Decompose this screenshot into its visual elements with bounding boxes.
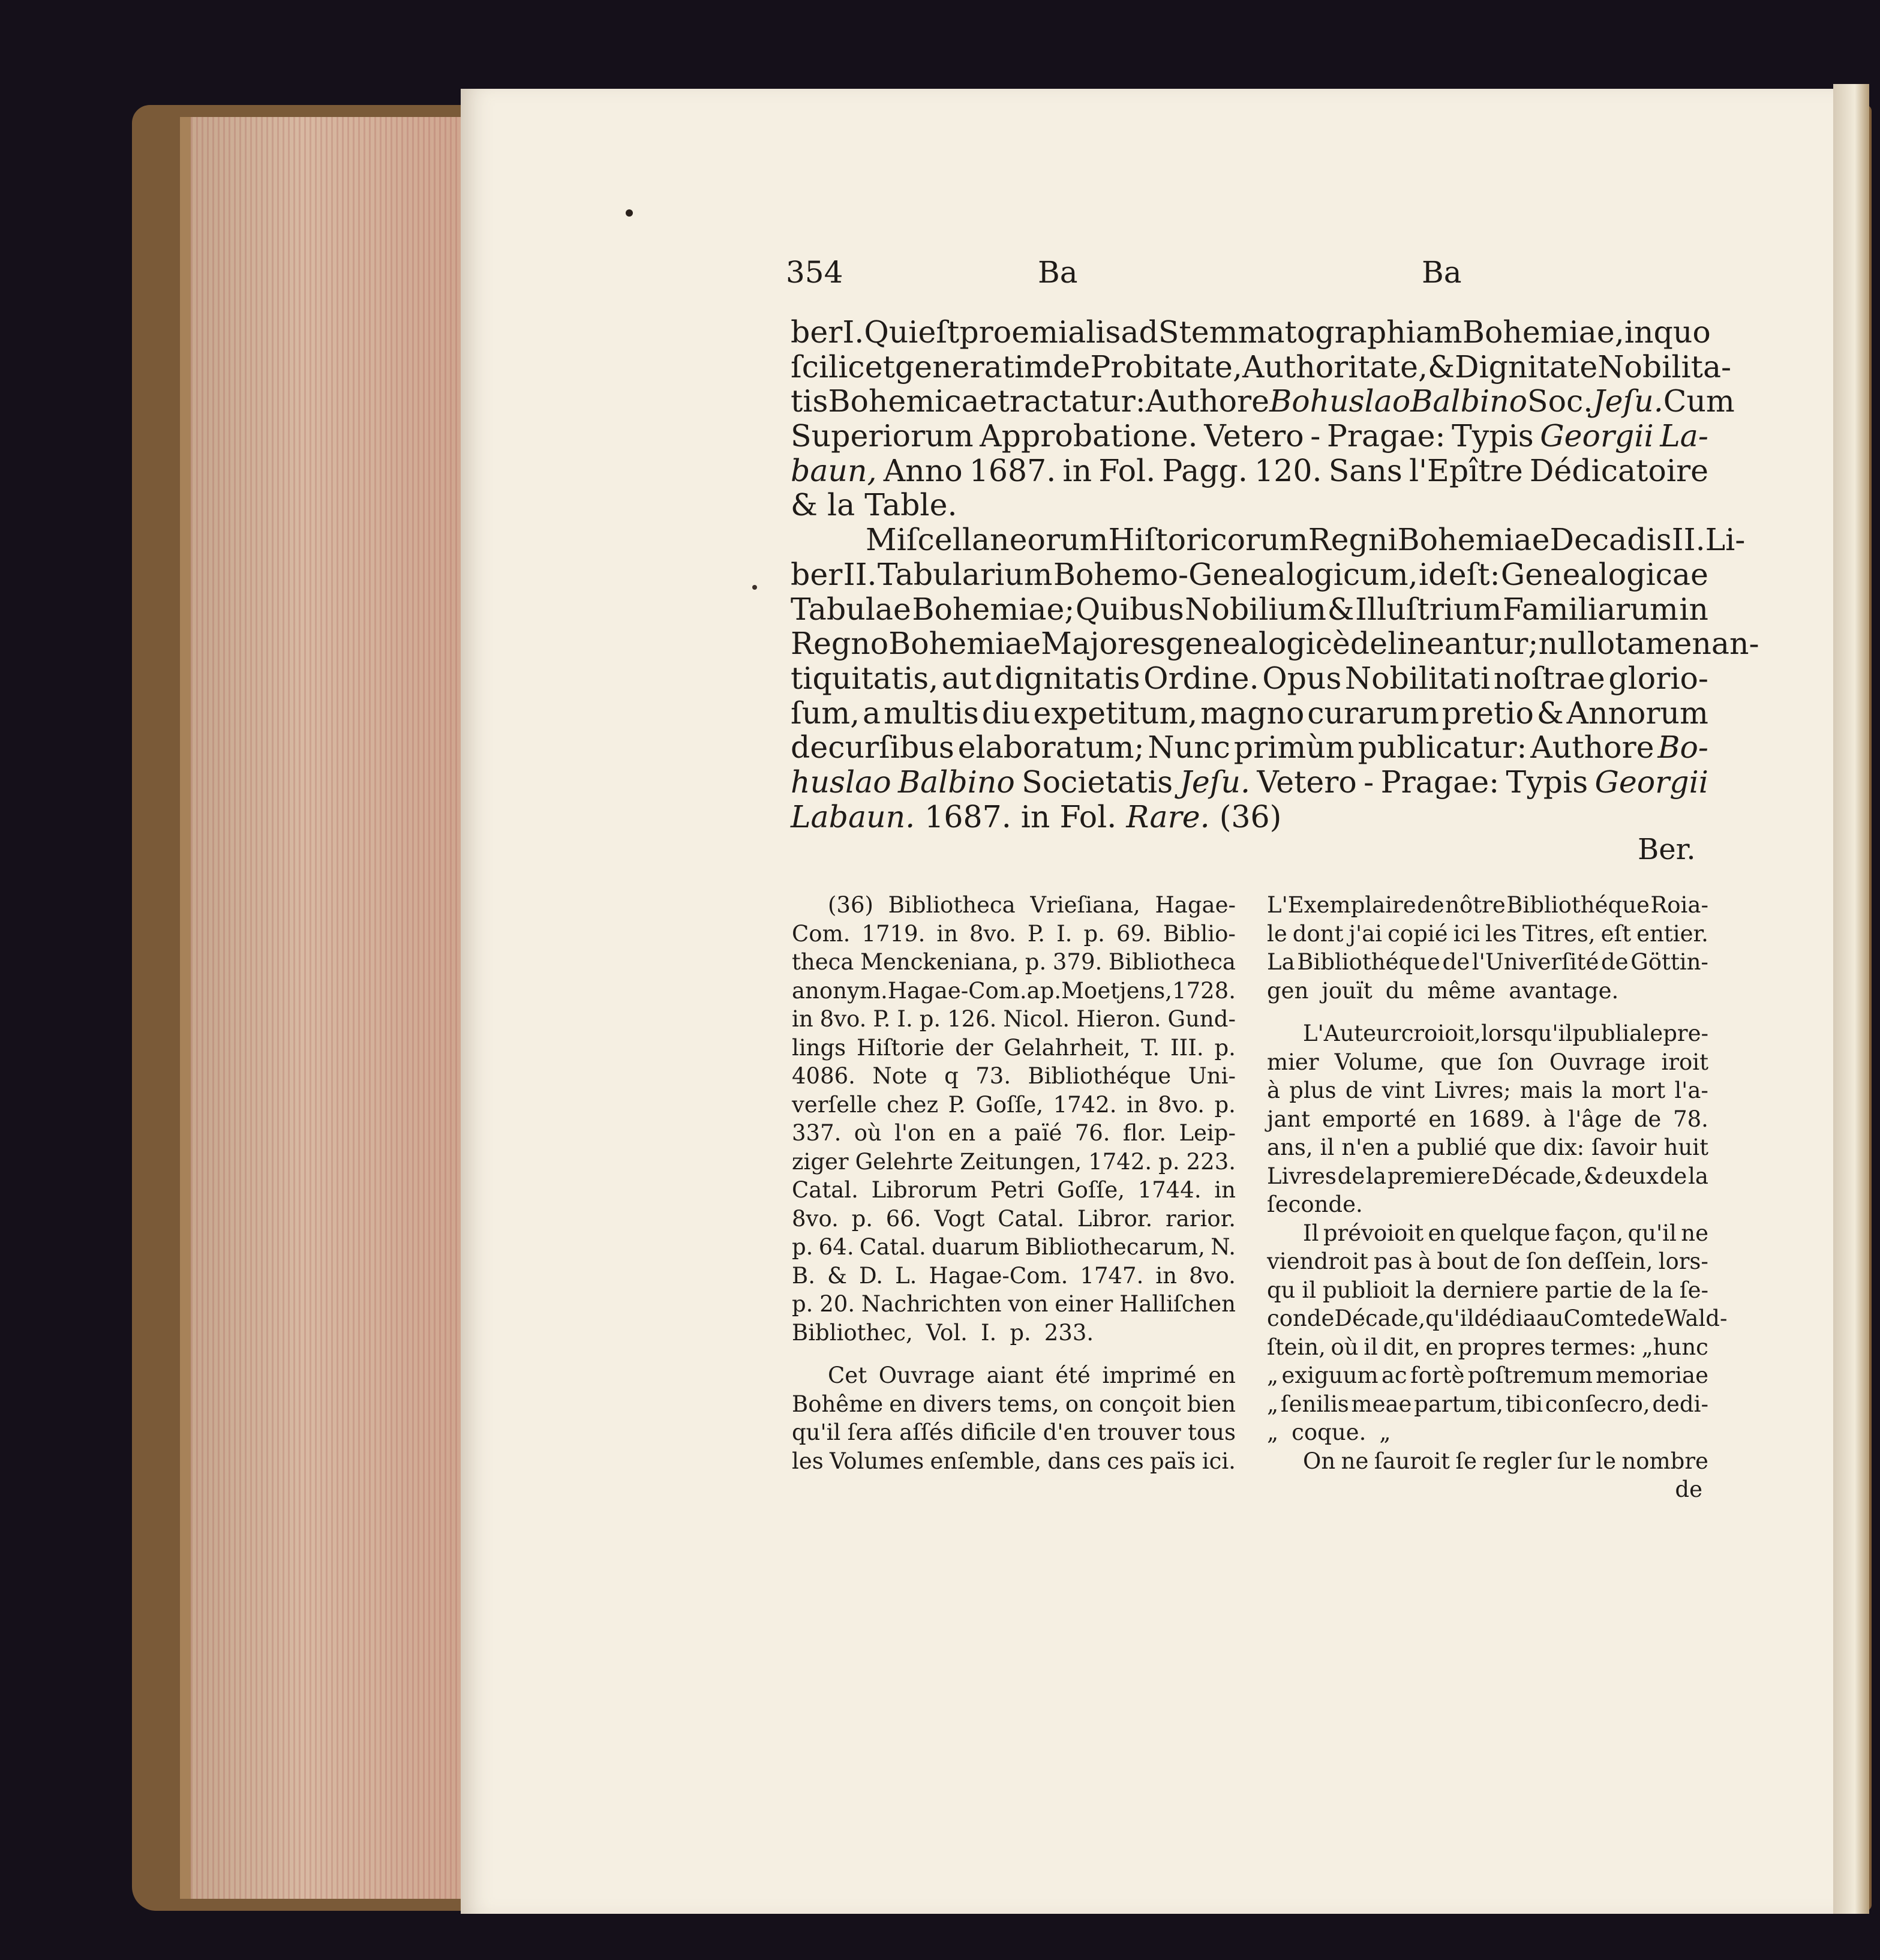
word: an-: [1711, 626, 1759, 662]
word: id: [1418, 556, 1448, 592]
word: ber: [791, 314, 843, 350]
word: Decadis: [1549, 522, 1672, 558]
word: Typis: [1452, 418, 1534, 454]
page-number: 354: [786, 255, 843, 290]
footnote-line: jant emporté en 1689. à l'âge de 78.: [1267, 1106, 1708, 1132]
word: magno: [1200, 695, 1305, 731]
word: Table.: [864, 487, 957, 523]
text-line: [791, 765, 1708, 800]
main-text-block: [791, 314, 1759, 835]
footnote-line: theca Menckeniana, p. 379. Bibliotheca: [792, 949, 1236, 975]
word: Vetero: [1257, 764, 1357, 800]
footnote-line: „ coque. „: [1267, 1419, 1391, 1445]
word: Opus: [1262, 660, 1342, 696]
word: decurſibus: [791, 730, 954, 766]
text-line: [791, 522, 1746, 558]
word: in: [1020, 799, 1050, 835]
word: Sans: [1328, 452, 1403, 488]
word: Fol.: [1098, 452, 1156, 488]
footnote-line: gen jouït du même avantage.: [1267, 977, 1619, 1004]
word: Anno: [883, 452, 963, 488]
word: Authore: [1145, 383, 1270, 419]
word: ad: [1121, 314, 1158, 350]
word: in: [1062, 452, 1092, 488]
footnote-line: L'Exemplaire de nôtre Bibliothéque Roia-: [1267, 892, 1708, 918]
word: nullo: [1538, 626, 1615, 662]
footnote-line: 337. où l'on en a païé 76. flor. Leip-: [792, 1120, 1236, 1146]
word: 1687.: [924, 799, 1011, 835]
word: &: [1327, 591, 1355, 627]
word: Regno: [791, 626, 889, 662]
word: la: [827, 487, 855, 523]
word: Bohemiae: [888, 626, 1041, 662]
footnote-line: On ne ſauroit ſe regler ſur le nombre: [1303, 1448, 1708, 1474]
footnote-column-right: [1267, 891, 1728, 1504]
word: Annorum: [1566, 695, 1708, 731]
word: tiquitatis,: [791, 660, 939, 696]
word: tis: [791, 383, 828, 419]
word: Nobilium: [1185, 591, 1327, 627]
footnote-line: ans, il n'en a publié que dix: ſavoir huit: [1267, 1134, 1708, 1160]
footnote-line: Livres de la premiere Décade, & deux de la: [1267, 1163, 1708, 1189]
word: Genealogicae: [1500, 556, 1708, 592]
word: Dédicatoire: [1529, 452, 1708, 488]
running-head-left: Ba: [1038, 255, 1078, 290]
footnote-line: B. & D. L. Hagae-Com. 1747. in 8vo.: [792, 1262, 1236, 1289]
footnote-line: Catal. Librorum Petri Goſſe, 1744. in: [792, 1177, 1236, 1203]
word: Soc.: [1527, 383, 1593, 419]
word: Societatis: [1022, 764, 1173, 800]
word: Tabularium: [877, 556, 1053, 592]
word: Miſcellaneorum: [866, 522, 1109, 558]
footnote-line: lings Hiſtorie der Gelahrheit, T. III. p.: [792, 1034, 1236, 1061]
word: La-: [1660, 418, 1708, 454]
word: Pagg.: [1162, 452, 1248, 488]
footnote-line: qu'il ſera aſſés dificile d'en trouver tous: [792, 1419, 1236, 1445]
text-line: [791, 592, 1708, 627]
footnote-line: mier Volume, que ſon Ouvrage iroit: [1267, 1049, 1708, 1075]
word: Georgii: [1540, 418, 1654, 454]
word: Jeſu.: [1179, 764, 1250, 800]
word: dignitatis: [995, 660, 1140, 696]
facing-page-edge: [1833, 84, 1869, 1914]
footnote-line: p. 20. Nachrichten von einer Halliſchen: [792, 1291, 1236, 1317]
word: Bohuslao: [1269, 383, 1411, 419]
word: Probitate,: [1090, 349, 1242, 385]
running-header: [786, 255, 1476, 297]
word: Regni: [1308, 522, 1398, 558]
word: primùm: [1233, 730, 1355, 766]
word: genealogicè: [1165, 626, 1350, 662]
word: ſcilicet: [791, 349, 895, 385]
word: Pragae:: [1326, 418, 1446, 454]
footnote-line: ziger Gelehrte Zeitungen, 1742. p. 223.: [792, 1148, 1236, 1175]
running-head-right: Ba: [1422, 255, 1462, 290]
text-line: [791, 383, 1735, 419]
word: Labaun.: [791, 799, 915, 835]
footnote-line: conde Décade, qu'il dédia au Comte de Wald-: [1267, 1305, 1728, 1331]
word: Fol.: [1059, 799, 1117, 835]
word: Balbino: [898, 764, 1015, 800]
word: (36): [1219, 799, 1282, 835]
text-line: [791, 454, 1708, 488]
word: publicatur:: [1358, 730, 1527, 766]
word: elaboratum;: [957, 730, 1145, 766]
word: Authoritate,: [1242, 349, 1428, 385]
ink-spot: [752, 585, 757, 590]
word: delineantur;: [1350, 626, 1539, 662]
word: de: [1053, 349, 1091, 385]
word: diu: [981, 695, 1031, 731]
word: Bohemo-Genealogicum,: [1053, 556, 1418, 592]
word: Nunc: [1148, 730, 1230, 766]
text-line: [791, 696, 1708, 731]
word: glorio-: [1608, 660, 1708, 696]
word: -: [1310, 418, 1321, 454]
word: l'Epître: [1409, 452, 1523, 488]
footnote-line: La Bibliothéque de l'Univerſité de Göttin-: [1267, 949, 1708, 975]
word: in: [1679, 591, 1708, 627]
footnote-line: les Volumes enſemble, dans ces païs ici.: [792, 1448, 1236, 1474]
footnote-line: L'Auteur croioit, lorsqu'il publia le pre-: [1303, 1020, 1708, 1046]
text-line: [791, 314, 1711, 350]
word: a: [862, 695, 881, 731]
text-line: [791, 557, 1708, 592]
footnote-line: le dont j'ai copié ici les Titres, eſt entier.: [1267, 920, 1708, 947]
word: Bo-: [1657, 730, 1708, 766]
word: Hiſtoricorum: [1108, 522, 1308, 558]
word: expetitum,: [1033, 695, 1198, 731]
word: generatim: [894, 349, 1053, 385]
word: Pragae:: [1380, 764, 1500, 800]
text-line: [791, 488, 1708, 523]
word: curarum: [1307, 695, 1439, 731]
footnote-line: Il prévoioit en quelque façon, qu'il ne: [1303, 1220, 1708, 1246]
page-edges: [180, 117, 473, 1899]
word: Bohemiae;: [912, 591, 1075, 627]
footnote-line: ſtein, où il dit, en propres termes: „hunc: [1267, 1334, 1708, 1360]
footnote-line: „ ſenilis meae partum, tibi conſecro, dedi-: [1267, 1391, 1708, 1417]
word: II.: [1671, 522, 1705, 558]
word: &: [1536, 695, 1564, 731]
word: Approbatione.: [980, 418, 1198, 454]
word: Bohemiae,: [1462, 314, 1624, 350]
footnote-line: Bohême en divers tems, on conçoit bien: [792, 1391, 1236, 1417]
word: baun,: [791, 452, 877, 488]
word: Nobilitati: [1344, 660, 1491, 696]
footnote-line: verſelle chez P. Goſſe, 1742. in 8vo. p.: [792, 1091, 1236, 1118]
text-line: [791, 800, 1708, 835]
word: in: [1624, 314, 1654, 350]
footnote-line: 4086. Note q 73. Bibliothéque Uni-: [792, 1063, 1236, 1089]
catchword: Ber.: [1638, 833, 1696, 866]
text-line: [791, 349, 1732, 385]
word: Authore: [1530, 730, 1654, 766]
word: Stemmatographiam: [1158, 314, 1462, 350]
word: Quibus: [1075, 591, 1184, 627]
word: I.: [842, 314, 864, 350]
word: &: [1428, 349, 1455, 385]
footnote-line: de: [1675, 1476, 1702, 1502]
footnote-line: qu il publioit la derniere partie de la ſe-: [1267, 1277, 1708, 1303]
footnote-line: Bibliothec, Vol. I. p. 233.: [792, 1319, 1094, 1346]
word: Majores: [1041, 626, 1166, 662]
word: ber: [791, 556, 843, 592]
word: Georgii: [1594, 764, 1708, 800]
word: -: [1364, 764, 1374, 800]
word: &: [791, 487, 818, 523]
footnote-line: 8vo. p. 66. Vogt Catal. Libror. rarior.: [792, 1205, 1236, 1232]
word: Ordine.: [1143, 660, 1259, 696]
word: eſt: [918, 314, 960, 350]
word: Bohemiae: [1397, 522, 1550, 558]
word: Familiarum: [1503, 591, 1678, 627]
footnote-line: ſeconde.: [1267, 1191, 1363, 1217]
footnote-line: viendroit pas à bout de ſon deſſein, lors-: [1267, 1248, 1708, 1274]
word: quo: [1653, 314, 1711, 350]
word: noſtrae: [1493, 660, 1605, 696]
footnote-line: anonym. Hagae-Com. ap. Moetjens, 1728.: [792, 977, 1236, 1004]
word: tamen: [1615, 626, 1711, 662]
text-line: [791, 730, 1708, 765]
word: huslao: [791, 764, 891, 800]
word: Tabulae: [791, 591, 911, 627]
footnote-line: à plus de vint Livres; mais la mort l'a-: [1267, 1077, 1708, 1103]
word: aut: [941, 660, 992, 696]
text-line: [791, 661, 1708, 696]
footnote-column-left: [792, 891, 1236, 1475]
word: Nobilita-: [1597, 349, 1732, 385]
word: ſum,: [791, 695, 860, 731]
word: Li-: [1705, 522, 1746, 558]
word: Vetero: [1204, 418, 1304, 454]
word: proemialis: [959, 314, 1121, 350]
word: Cum: [1663, 383, 1735, 419]
word: Illuſtrium: [1355, 591, 1502, 627]
word: Balbino: [1410, 383, 1527, 419]
footnote-line: Com. 1719. in 8vo. P. I. p. 69. Biblio-: [792, 920, 1236, 947]
word: Bohemicae: [828, 383, 998, 419]
word: Rare.: [1126, 799, 1210, 835]
word: Jeſu.: [1593, 383, 1663, 419]
footnote-line: (36) Bibliotheca Vrieſiana, Hagae-: [828, 892, 1236, 918]
footnote-line: „ exiguum ac fortè poſtremum memoriae: [1267, 1362, 1708, 1388]
word: II.: [843, 556, 877, 592]
word: multis: [883, 695, 979, 731]
word: Typis: [1506, 764, 1588, 800]
word: 120.: [1254, 452, 1322, 488]
footnote-line: p. 64. Catal. duarum Bibliothecarum, N.: [792, 1234, 1236, 1260]
text-line: [791, 626, 1759, 662]
footnote-line: in 8vo. P. I. p. 126. Nicol. Hieron. Gund-: [792, 1006, 1236, 1032]
text-line: [791, 419, 1708, 454]
word: 1687.: [969, 452, 1056, 488]
word: eſt:: [1448, 556, 1500, 592]
word: Qui: [864, 314, 918, 350]
footnote-line: Cet Ouvrage aiant été imprimé en: [828, 1362, 1236, 1388]
word: tractatur:: [997, 383, 1146, 419]
word: Dignitate: [1455, 349, 1598, 385]
word: pretio: [1441, 695, 1534, 731]
word: Superiorum: [791, 418, 974, 454]
ink-spot: [626, 209, 633, 217]
